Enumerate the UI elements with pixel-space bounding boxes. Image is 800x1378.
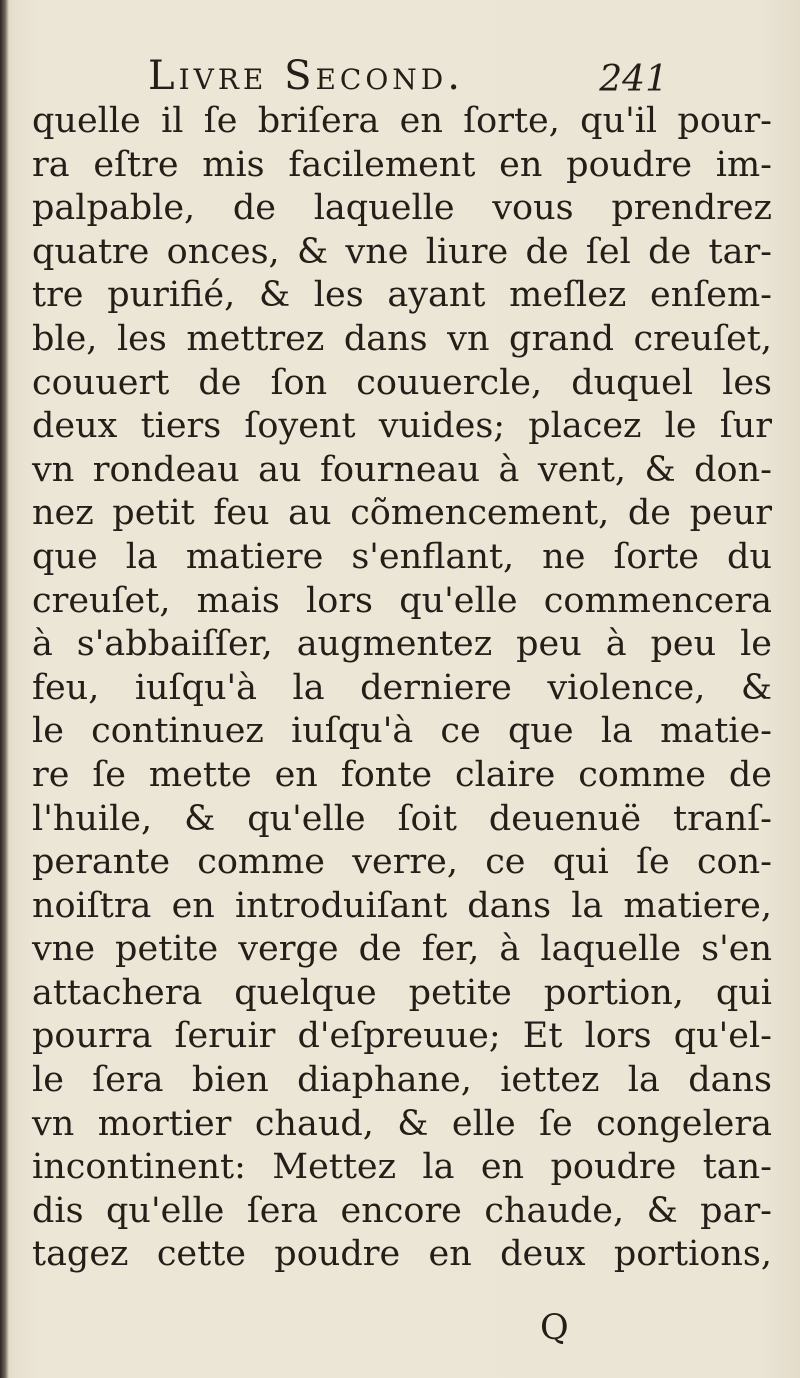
text-line: couuert de ſon couuercle, duquel les bbox=[32, 362, 772, 403]
catchword: Q bbox=[540, 1308, 569, 1348]
text-line: quatre onces, & vne liure de ſel de tar- bbox=[32, 231, 772, 272]
text-line: tre purifié, & les ayant meſlez enſem- bbox=[32, 275, 772, 316]
text-line: que la matiere s'enflant, ne ſorte du bbox=[32, 536, 772, 577]
text-line: pourra ſeruir d'eſpreuue; Et lors qu'el- bbox=[32, 1016, 772, 1057]
text-line: palpable, de laquelle vous prendrez bbox=[32, 188, 772, 229]
page-number: 241 bbox=[599, 59, 668, 100]
running-head: Livre Second. bbox=[148, 53, 464, 99]
text-line: le continuez iuſqu'à ce que la matie- bbox=[32, 711, 772, 752]
text-line: l'huile, & qu'elle ſoit deuenuë tranſ- bbox=[32, 798, 772, 839]
text-line: incontinent: Mettez la en poudre tan- bbox=[32, 1147, 772, 1188]
text-line: quelle il ſe briſera en ſorte, qu'il pour- bbox=[32, 101, 772, 141]
page-gutter-shadow bbox=[0, 0, 9, 1378]
text-line: attachera quelque petite portion, qui bbox=[32, 972, 772, 1013]
page-header bbox=[148, 50, 668, 106]
text-line: vne petite verge de fer, à laquelle s'en bbox=[32, 929, 772, 970]
text-line: ra eſtre mis facilement en poudre im- bbox=[32, 144, 772, 185]
text-line: creuſet, mais lors qu'elle commencera bbox=[32, 580, 772, 621]
text-line: vn rondeau au fourneau à vent, & don- bbox=[32, 449, 772, 490]
text-line: perante comme verre, ce qui ſe con- bbox=[32, 842, 772, 883]
text-line: à s'abbaiſſer, augmentez peu à peu le bbox=[32, 624, 772, 665]
text-line: feu, iuſqu'à la derniere violence, & bbox=[32, 667, 772, 708]
text-line: vn mortier chaud, & elle ſe congelera bbox=[32, 1103, 772, 1144]
text-line: tagez cette poudre en deux portions, bbox=[32, 1234, 772, 1275]
text-line: deux tiers ſoyent vuides; placez le ſur bbox=[32, 406, 772, 447]
text-line: le ſera bien diaphane, iettez la dans bbox=[32, 1060, 772, 1101]
text-line: nez petit feu au cõmencement, de peur bbox=[32, 493, 772, 534]
text-line: re ſe mette en fonte claire comme de bbox=[32, 754, 772, 795]
text-line: noiſtra en introduiſant dans la matiere, bbox=[32, 885, 772, 926]
text-line: ble, les mettrez dans vn grand creuſet, bbox=[32, 318, 772, 359]
text-line: dis qu'elle ſera encore chaude, & par- bbox=[32, 1190, 772, 1231]
body-text bbox=[32, 100, 772, 1277]
